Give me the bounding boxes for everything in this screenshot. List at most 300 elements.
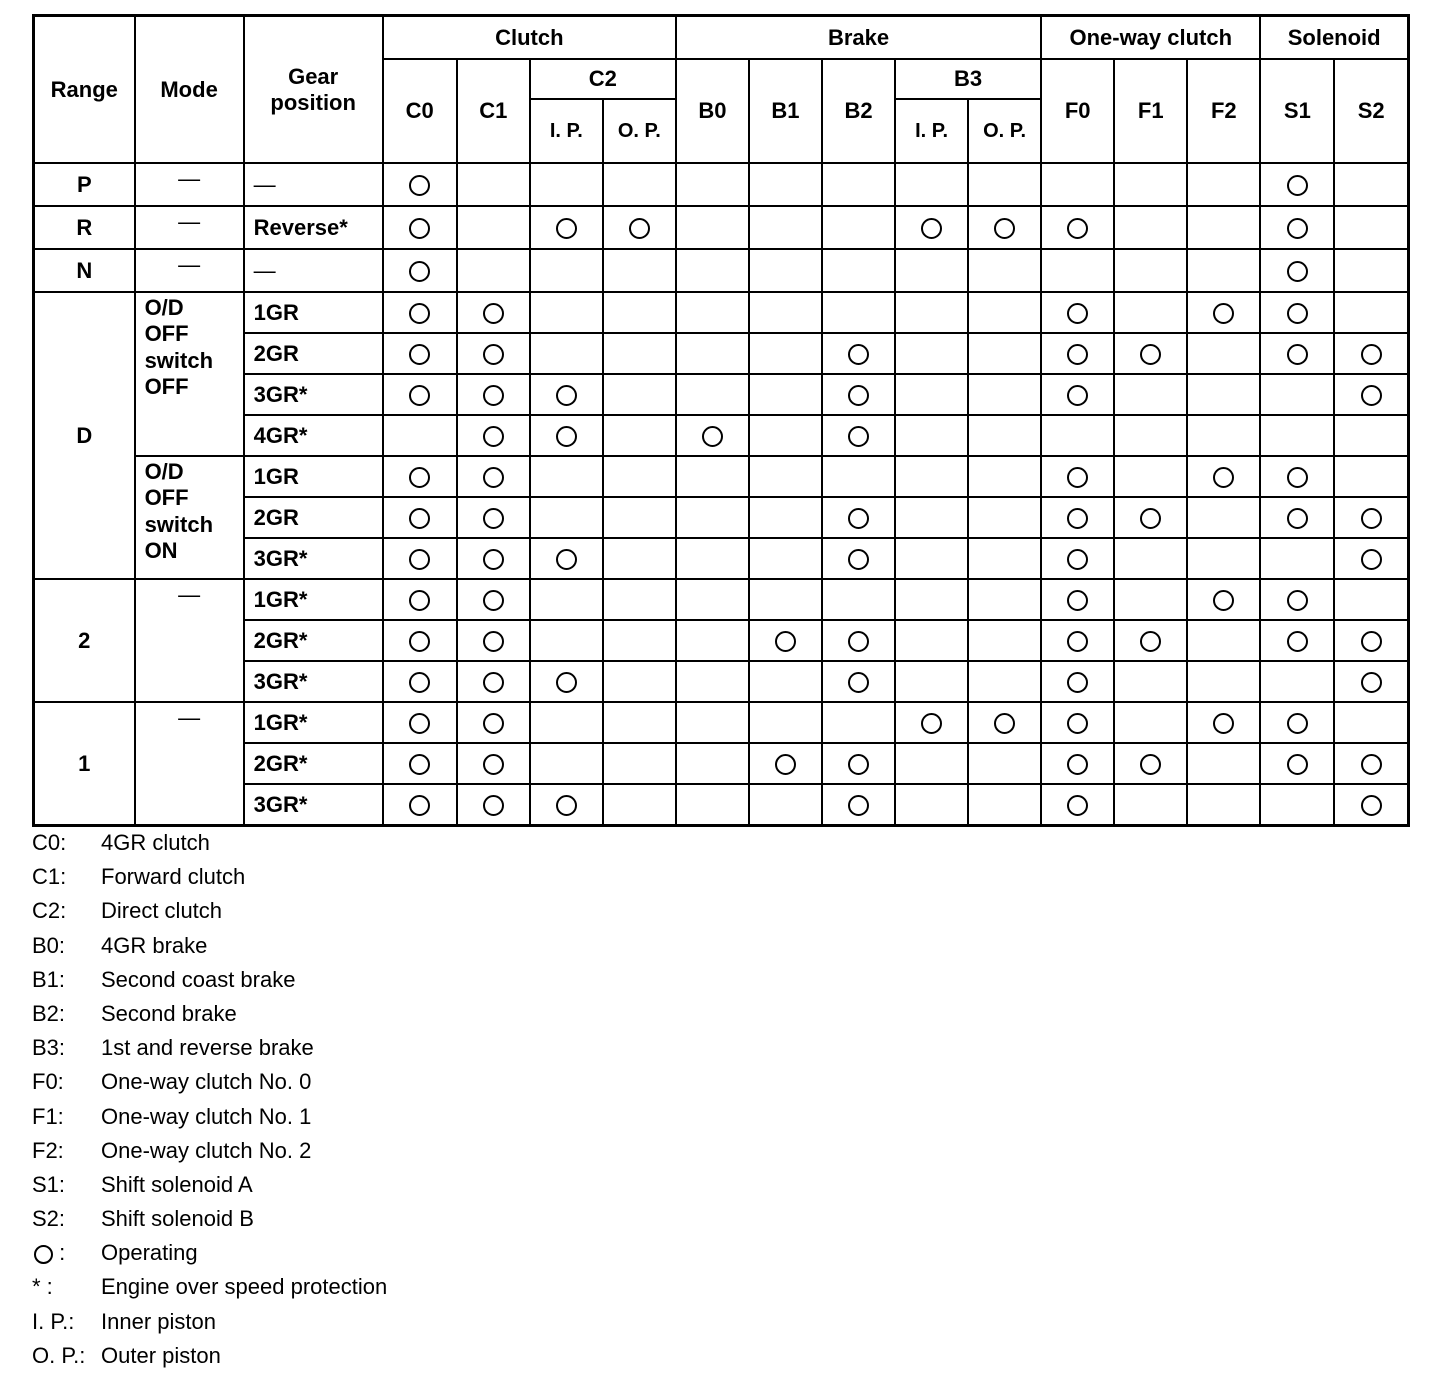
legend-description: 1st and reverse brake <box>101 1035 314 1061</box>
operating-circle-icon <box>1067 672 1088 693</box>
operating-circle-icon <box>483 754 504 775</box>
cell-c1 <box>457 497 530 538</box>
legend-description: Outer piston <box>101 1342 221 1368</box>
operating-circle-icon <box>848 795 869 816</box>
cell-s1 <box>1260 249 1334 292</box>
cell-f1 <box>1114 784 1187 826</box>
c2-inner-piston-header: I. P. <box>530 99 603 163</box>
legend-code: C1: <box>32 864 67 890</box>
cell-f0 <box>1041 661 1114 702</box>
cell-b3-ip <box>895 497 968 538</box>
operating-circle-icon <box>702 426 723 447</box>
cell-s2 <box>1334 206 1408 249</box>
operating-circle-icon <box>1361 795 1382 816</box>
cell-s2 <box>1334 456 1408 497</box>
legend-item <box>32 929 387 963</box>
legend-description: Second brake <box>101 1000 237 1026</box>
cell-b1 <box>749 374 822 415</box>
operating-circle-icon <box>409 631 430 652</box>
cell-c2-ip <box>530 702 603 743</box>
cell-s2 <box>1334 163 1408 206</box>
gear-position-cell: 2GR <box>244 333 383 374</box>
cell-c0 <box>383 497 457 538</box>
cell-c2-ip <box>530 292 603 333</box>
cell-b1 <box>749 163 822 206</box>
operating-circle-icon <box>483 713 504 734</box>
cell-s2 <box>1334 415 1408 456</box>
gear-position-header: Gear position <box>244 16 383 164</box>
operating-circle-icon <box>409 713 430 734</box>
legend-description: Shift solenoid B <box>101 1206 254 1232</box>
table-row <box>34 456 1409 497</box>
operating-circle-icon <box>1287 590 1308 611</box>
cell-c2-ip <box>530 579 603 620</box>
cell-f1 <box>1114 292 1187 333</box>
gear-position-cell: 4GR* <box>244 415 383 456</box>
f2-header: F2 <box>1187 59 1260 163</box>
cell-f1 <box>1114 538 1187 579</box>
cell-b3-op <box>968 784 1041 826</box>
operating-circle-icon <box>1361 672 1382 693</box>
operating-circle-icon <box>1067 590 1088 611</box>
cell-s1 <box>1260 702 1334 743</box>
range-cell: R <box>34 206 135 249</box>
cell-f1 <box>1114 702 1187 743</box>
cell-b0 <box>676 206 749 249</box>
cell-b2 <box>822 456 895 497</box>
cell-s1 <box>1260 374 1334 415</box>
cell-c2-ip <box>530 620 603 661</box>
cell-s2 <box>1334 292 1408 333</box>
cell-f1 <box>1114 249 1187 292</box>
f0-header: F0 <box>1041 59 1114 163</box>
cell-s1 <box>1260 538 1334 579</box>
cell-s1 <box>1260 163 1334 206</box>
b1-header: B1 <box>749 59 822 163</box>
gear-position-cell: 3GR* <box>244 661 383 702</box>
cell-f0 <box>1041 743 1114 784</box>
mode-cell: — <box>135 579 244 702</box>
cell-s2 <box>1334 538 1408 579</box>
cell-f2 <box>1187 702 1260 743</box>
cell-s1 <box>1260 620 1334 661</box>
gear-position-cell: 3GR* <box>244 784 383 826</box>
cell-b0 <box>676 292 749 333</box>
cell-c0 <box>383 743 457 784</box>
legend-code: : <box>32 1236 101 1270</box>
cell-f1 <box>1114 374 1187 415</box>
operating-circle-icon <box>556 218 577 239</box>
operating-circle-icon <box>994 713 1015 734</box>
operating-circle-icon <box>1067 218 1088 239</box>
cell-c0 <box>383 333 457 374</box>
cell-b2 <box>822 497 895 538</box>
cell-b3-ip <box>895 579 968 620</box>
cell-b3-ip <box>895 163 968 206</box>
cell-f0 <box>1041 620 1114 661</box>
cell-b3-ip <box>895 415 968 456</box>
operating-circle-icon <box>775 631 796 652</box>
legend-description: 4GR brake <box>101 932 208 958</box>
operating-circle-icon <box>483 303 504 324</box>
operating-circle-icon <box>848 672 869 693</box>
cell-b3-ip <box>895 249 968 292</box>
cell-s1 <box>1260 206 1334 249</box>
cell-s2 <box>1334 661 1408 702</box>
cell-c2-op <box>603 497 676 538</box>
cell-f2 <box>1187 456 1260 497</box>
operating-circle-icon <box>1213 590 1234 611</box>
operating-circle-icon <box>848 344 869 365</box>
legend-code: S1: <box>32 1171 66 1197</box>
cell-b3-op <box>968 579 1041 620</box>
cell-b3-ip <box>895 620 968 661</box>
legend-item <box>32 1270 387 1304</box>
cell-c1 <box>457 743 530 784</box>
cell-c1 <box>457 333 530 374</box>
cell-b3-op <box>968 456 1041 497</box>
cell-b0 <box>676 661 749 702</box>
mode-cell: O/D OFF switch OFF <box>135 292 244 456</box>
gear-position-cell: 2GR* <box>244 620 383 661</box>
operating-circle-icon <box>1287 303 1308 324</box>
gear-position-cell: 1GR* <box>244 702 383 743</box>
cell-b1 <box>749 206 822 249</box>
cell-f1 <box>1114 743 1187 784</box>
operating-circle-icon <box>848 754 869 775</box>
one-way-clutch-group-header: One-way clutch <box>1041 16 1260 60</box>
cell-f0 <box>1041 497 1114 538</box>
cell-c2-op <box>603 743 676 784</box>
cell-b1 <box>749 620 822 661</box>
cell-b2 <box>822 415 895 456</box>
cell-c1 <box>457 374 530 415</box>
cell-f0 <box>1041 292 1114 333</box>
mode-cell: — <box>135 702 244 826</box>
operating-circle-icon <box>1287 467 1308 488</box>
cell-f1 <box>1114 661 1187 702</box>
cell-b1 <box>749 333 822 374</box>
cell-f1 <box>1114 333 1187 374</box>
legend-item <box>32 963 387 997</box>
cell-f0 <box>1041 374 1114 415</box>
cell-c2-op <box>603 538 676 579</box>
cell-s1 <box>1260 784 1334 826</box>
cell-b3-ip <box>895 743 968 784</box>
cell-b3-op <box>968 620 1041 661</box>
operating-circle-icon <box>1287 175 1308 196</box>
solenoid-group-header: Solenoid <box>1260 16 1408 60</box>
operating-circle-icon <box>1067 754 1088 775</box>
cell-c2-ip <box>530 333 603 374</box>
cell-f2 <box>1187 374 1260 415</box>
gear-position-cell: 1GR* <box>244 579 383 620</box>
cell-b0 <box>676 702 749 743</box>
cell-c2-op <box>603 163 676 206</box>
cell-b0 <box>676 620 749 661</box>
cell-b2 <box>822 206 895 249</box>
cell-c0 <box>383 538 457 579</box>
f1-header: F1 <box>1114 59 1187 163</box>
operating-circle-icon <box>1067 508 1088 529</box>
cell-b3-op <box>968 206 1041 249</box>
cell-s1 <box>1260 292 1334 333</box>
legend-item <box>32 826 387 860</box>
cell-f0 <box>1041 249 1114 292</box>
table-row <box>34 579 1409 620</box>
cell-c0 <box>383 415 457 456</box>
brake-group-header: Brake <box>676 16 1041 60</box>
operating-circle-icon <box>483 795 504 816</box>
cell-s2 <box>1334 333 1408 374</box>
operating-circle-icon <box>483 631 504 652</box>
legend <box>32 826 387 1373</box>
cell-c2-op <box>603 456 676 497</box>
mode-cell: — <box>135 249 244 292</box>
range-cell: D <box>34 292 135 579</box>
cell-b0 <box>676 538 749 579</box>
gear-position-cell: 3GR* <box>244 374 383 415</box>
legend-description: One-way clutch No. 1 <box>101 1103 312 1129</box>
cell-c2-op <box>603 333 676 374</box>
legend-item <box>32 1305 387 1339</box>
range-cell: P <box>34 163 135 206</box>
operating-circle-icon <box>629 218 650 239</box>
cell-c2-ip <box>530 206 603 249</box>
operating-circle-icon <box>556 549 577 570</box>
legend-description: Second coast brake <box>101 966 296 992</box>
b3-header: B3 <box>895 59 1041 99</box>
cell-b2 <box>822 620 895 661</box>
operating-circle-icon <box>483 590 504 611</box>
cell-s2 <box>1334 374 1408 415</box>
operating-circle-icon <box>1140 631 1161 652</box>
cell-c2-op <box>603 206 676 249</box>
range-cell: 2 <box>34 579 135 702</box>
legend-code: B0: <box>32 932 66 958</box>
operating-circle-icon <box>483 385 504 406</box>
cell-b3-op <box>968 374 1041 415</box>
mode-cell: O/D OFF switch ON <box>135 456 244 579</box>
operating-circle-icon <box>483 672 504 693</box>
legend-item <box>32 1168 387 1202</box>
cell-f2 <box>1187 743 1260 784</box>
cell-c2-ip <box>530 415 603 456</box>
c0-header: C0 <box>383 59 457 163</box>
operating-circle-icon <box>409 672 430 693</box>
operating-circle-icon <box>409 344 430 365</box>
cell-b0 <box>676 579 749 620</box>
legend-item <box>32 1100 387 1134</box>
operating-circle-icon <box>409 467 430 488</box>
table-body <box>34 163 1409 826</box>
cell-b2 <box>822 784 895 826</box>
cell-c1 <box>457 206 530 249</box>
cell-c1 <box>457 661 530 702</box>
cell-b1 <box>749 784 822 826</box>
legend-description: 4GR clutch <box>101 830 210 855</box>
legend-code: * : <box>32 1274 53 1300</box>
legend-item <box>32 1065 387 1099</box>
cell-b0 <box>676 415 749 456</box>
cell-c1 <box>457 249 530 292</box>
cell-s2 <box>1334 620 1408 661</box>
gear-position-cell: 3GR* <box>244 538 383 579</box>
operating-circle-icon <box>1067 385 1088 406</box>
cell-s2 <box>1334 784 1408 826</box>
operating-circle-icon <box>409 261 430 282</box>
operating-circle-icon <box>1287 631 1308 652</box>
legend-description: One-way clutch No. 0 <box>101 1069 312 1095</box>
operation-chart-table <box>32 14 1410 827</box>
cell-b1 <box>749 456 822 497</box>
gear-position-cell: 1GR <box>244 456 383 497</box>
cell-b2 <box>822 163 895 206</box>
cell-b3-op <box>968 497 1041 538</box>
b0-header: B0 <box>676 59 749 163</box>
cell-c2-ip <box>530 661 603 702</box>
cell-c2-op <box>603 292 676 333</box>
cell-c1 <box>457 163 530 206</box>
legend-item <box>32 997 387 1031</box>
cell-c2-op <box>603 661 676 702</box>
cell-b2 <box>822 292 895 333</box>
operating-circle-icon <box>483 467 504 488</box>
operating-circle-icon <box>1067 549 1088 570</box>
clutch-group-header: Clutch <box>383 16 676 60</box>
operating-circle-icon <box>409 303 430 324</box>
operating-circle-icon <box>409 590 430 611</box>
cell-f0 <box>1041 163 1114 206</box>
cell-c0 <box>383 620 457 661</box>
cell-c2-op <box>603 415 676 456</box>
cell-f2 <box>1187 538 1260 579</box>
operating-circle-icon <box>1067 713 1088 734</box>
operating-circle-icon <box>483 426 504 447</box>
cell-c0 <box>383 661 457 702</box>
cell-b3-op <box>968 415 1041 456</box>
mode-cell: — <box>135 206 244 249</box>
operating-circle-icon <box>994 218 1015 239</box>
operating-circle-icon <box>775 754 796 775</box>
cell-s2 <box>1334 579 1408 620</box>
cell-f0 <box>1041 415 1114 456</box>
operating-circle-icon <box>556 426 577 447</box>
operating-circle-icon <box>409 218 430 239</box>
c2-outer-piston-header: O. P. <box>603 99 676 163</box>
cell-f1 <box>1114 579 1187 620</box>
cell-b3-ip <box>895 292 968 333</box>
cell-c0 <box>383 374 457 415</box>
operating-circle-icon <box>1361 508 1382 529</box>
gear-position-cell: — <box>244 249 383 292</box>
operating-circle-icon <box>1361 549 1382 570</box>
cell-b3-op <box>968 661 1041 702</box>
cell-c2-op <box>603 249 676 292</box>
cell-b3-op <box>968 163 1041 206</box>
gear-position-cell: Reverse* <box>244 206 383 249</box>
cell-c2-op <box>603 702 676 743</box>
operating-circle-icon <box>556 795 577 816</box>
cell-f1 <box>1114 497 1187 538</box>
cell-s1 <box>1260 333 1334 374</box>
cell-b0 <box>676 163 749 206</box>
operating-circle-icon <box>556 672 577 693</box>
cell-b0 <box>676 497 749 538</box>
cell-f0 <box>1041 579 1114 620</box>
s2-header: S2 <box>1334 59 1408 163</box>
operating-circle-icon <box>1067 631 1088 652</box>
cell-c2-ip <box>530 497 603 538</box>
cell-s1 <box>1260 497 1334 538</box>
c2-header: C2 <box>530 59 676 99</box>
operating-circle-icon <box>1140 344 1161 365</box>
operating-circle-icon <box>1213 713 1234 734</box>
cell-f2 <box>1187 579 1260 620</box>
cell-f2 <box>1187 333 1260 374</box>
legend-code: F0: <box>32 1069 64 1095</box>
operating-circle-icon <box>483 508 504 529</box>
cell-b3-ip <box>895 702 968 743</box>
cell-f2 <box>1187 163 1260 206</box>
legend-item <box>32 1202 387 1236</box>
operating-circle-icon <box>1361 631 1382 652</box>
cell-c0 <box>383 702 457 743</box>
cell-b2 <box>822 538 895 579</box>
legend-code: I. P.: <box>32 1308 75 1334</box>
cell-c1 <box>457 415 530 456</box>
operating-circle-icon <box>409 754 430 775</box>
operating-circle-icon <box>848 549 869 570</box>
cell-c0 <box>383 249 457 292</box>
cell-s1 <box>1260 415 1334 456</box>
cell-b0 <box>676 249 749 292</box>
legend-item <box>32 1236 387 1270</box>
operating-circle-icon <box>409 795 430 816</box>
operating-circle-icon <box>483 549 504 570</box>
cell-b1 <box>749 538 822 579</box>
b3-inner-piston-header: I. P. <box>895 99 968 163</box>
legend-item <box>32 1031 387 1065</box>
operating-circle-icon <box>1140 754 1161 775</box>
operating-circle-icon <box>1067 795 1088 816</box>
cell-s2 <box>1334 497 1408 538</box>
cell-b3-op <box>968 538 1041 579</box>
range-cell: N <box>34 249 135 292</box>
operating-circle-icon <box>1287 344 1308 365</box>
s1-header: S1 <box>1260 59 1334 163</box>
cell-b2 <box>822 579 895 620</box>
operating-circle-icon <box>1287 508 1308 529</box>
cell-b1 <box>749 743 822 784</box>
legend-code: S2: <box>32 1206 66 1232</box>
cell-f0 <box>1041 333 1114 374</box>
cell-f1 <box>1114 206 1187 249</box>
cell-c2-ip <box>530 538 603 579</box>
operating-circle-icon <box>848 631 869 652</box>
operating-circle-icon <box>409 549 430 570</box>
operating-circle-icon <box>848 426 869 447</box>
legend-code: F1: <box>32 1103 64 1129</box>
cell-b3-op <box>968 292 1041 333</box>
operating-circle-icon <box>848 385 869 406</box>
cell-b1 <box>749 292 822 333</box>
cell-c2-op <box>603 784 676 826</box>
operating-circle-icon <box>1067 344 1088 365</box>
operating-circle-icon <box>34 1245 53 1264</box>
operating-circle-icon <box>1067 467 1088 488</box>
cell-c1 <box>457 579 530 620</box>
